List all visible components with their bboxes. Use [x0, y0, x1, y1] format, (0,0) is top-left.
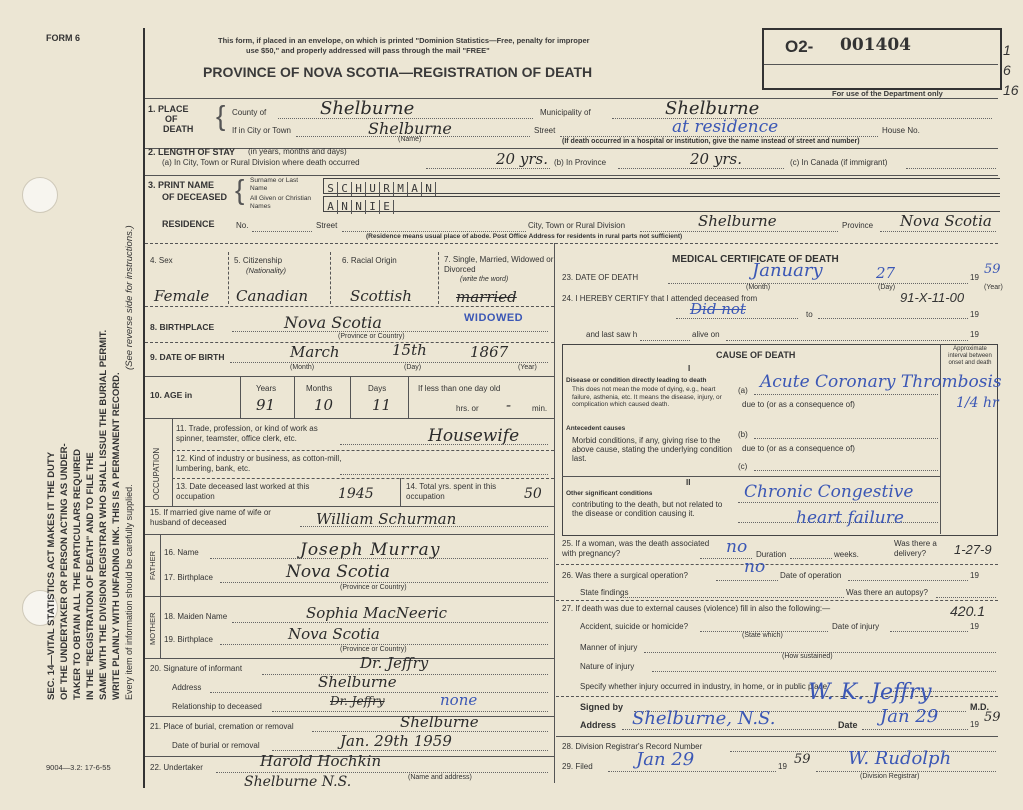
- widowed-stamp: WIDOWED: [464, 312, 524, 324]
- death-registration-form: FORM 6 SEC. 14—VITAL STATISTICS ACT MAKES IT THE DUTY OF THE UNDERTAKER OR PERSON ACTING AS UNDER- TAKER TO OBTAIN ALL THE PARTICULARS REQUIRED IN THE "REGISTRATION OF DEATH" AND TO FILE THE SAME WITH THE DIVISION REGISTRAR WHO SHALL ISSUE THE BURIAL PERMIT. WRITE PLAINLY WITH UNFADING INK. THIS IS A PERMANENT RECORD. (See reverse side for instructions.) Every item of information should be carefully supplied. 9004—3.2: 17-6-55 This form, if placed in an envelope, on which is printed "Dominion Statistics—Free, penalty for improper use $50," and properly addressed will pass through the mail "FREE" PROVINCE OF NOVA SCOTIA—REGISTRATION OF DEATH O2- 001404 For use of the Department only 1. PLACE OF DEATH { County of Shelburne Municipality of Shelburne If in City or Town Shelburne (Name) Street at residence House No. (If death occurred in a hospital or institution, give the name instead of street and number) 2. LENGTH OF STAY (in years, months and days) (a) In City, Town or Rural Division where death occurred 20 yrs. (b) In Province 20 yrs. (c) In Canada (if immigrant) 3. PRINT NAME OF DECEASED { Surname or Last Name All Given or Christian Names S C H U R M A N A N N I E RESIDENCE No. Street City, Town or Rural Division Shelburne Province Nova Scotia (Residence means usual place of abode. Post Office Address for residents in rural parts not sufficient) 4. Sex 5. Citizenship (Nationality) 6. Racial Origin 7. Single, Married, Widowed or Divorced (write the word) Female Canadian Scottish married WIDOWED 8. BIRTHPLACE Nova Scotia (Province or Country) 9. DATE OF BIRTH March 15th 1867 (Month) (Day) (Year) 10. AGE in Years Months Days If less than one day old 91 10 11 hrs. or - min. OCCUPATION 11. Trade, profession, or kind of work as spinner, teamster, office clerk, etc. Housewife 12. Kind of industry or business, as cotton-mill, lumbering, bank, etc. 13. Date deceased last worked at this occupation 1945 14. Total yrs. spent in this occupation 50 15. If married give name of wife or husband of deceased William Schurman FATHER 16. Name Joseph Murray 17. Birthplace Nova Scotia (Province or Country) MOTHER 18. Maiden Name Sophia MacNeeric 19. Birthplace Nova Scotia (Province or Country) 20. Signature of informant Dr. Jeffry Address Shelburne Relationship to deceased Dr. Jeffry none 21. Place of burial, cremation or removal Shelburne Date of burial or removal Jan. 29th 1959 22. Undertaker Harold Hochkin (Name and address) Shelburne N.S. MEDICAL CERTIFICATE OF DEATH 23. DATE OF DEATH January 27 19 59 (Month) (Day) (Year) 24. I HEREBY CERTIFY that I attended deceased from Did not to 19 91-X-11-00 and last saw h alive on 19 CAUSE OF DEATH Approximate interval between onset and death I Disease or condition directly leading to death This does not mean the mode of dying, e.g., heart failure, asthenia, etc. It means the disease, injury, or complication which caused death. (a) Acute Coronary Thrombosis 1/4 hr due to (or as a consequence of) Antecedent causes Morbid conditions, if any, giving rise to the above cause, stating the underlying condition last. (b) due to (or as a consequence of) (c) II Other significant conditions contributing to the death, but not related to the disease or condition causing it. Chronic Congestive heart failure 25. If a woman, was the death associated with pregnancy? no Duration weeks. Was there a delivery? 1-27-9 26. Was there a surgical operation? no Date of operation 19 State findings Was there an autopsy? 27. If death was due to external causes (violence) fill in also the following:— 420.1 Accident, suicide or homicide? (State which) Date of injury 19 Manner of injury (How sustained) Nature of injury Specify whether injury occurred in industry, in home, or in public place Signed by W. K. Jeffry M.D. Address Shelburne, N.S. Date Jan 29 19 59 28. Division Registrar's Record Number 29. Filed Jan 29 19 59 W. Rudolph (Division Registrar) 1 6 16: [0, 0, 1023, 810]
- cause-a-value: Acute Coronary Thrombosis: [760, 372, 1002, 392]
- stay-province-value: 20 yrs.: [690, 150, 742, 168]
- mother-birthplace-value: Nova Scotia: [288, 625, 380, 643]
- res-city-value: Shelburne: [698, 212, 777, 230]
- burial-date-value: Jan. 29th 1959: [340, 732, 452, 750]
- filed-value: Jan 29: [636, 749, 695, 770]
- county-value: Shelburne: [320, 98, 415, 119]
- municipality-value: Shelburne: [665, 98, 760, 119]
- form-title: PROVINCE OF NOVA SCOTIA—REGISTRATION OF DEATH: [203, 64, 593, 80]
- side-text-line1: SEC. 14—VITAL STATISTICS ACT MAKES IT THE DUTY: [46, 451, 57, 700]
- registrar-signature: W. Rudolph: [848, 748, 952, 769]
- racial-value: Scottish: [350, 287, 412, 305]
- maiden-value: Sophia MacNeeric: [306, 604, 448, 622]
- sig-date-value: Jan 29: [880, 706, 939, 727]
- signed-by-value: W. K. Jeffry: [808, 680, 932, 705]
- side-text-line4: IN THE "REGISTRATION OF DEATH" AND TO FILE THE: [85, 452, 96, 700]
- other-condition-1: Chronic Congestive: [744, 482, 914, 502]
- father-name-value: Joseph Murray: [300, 540, 441, 560]
- side-text-line6: WRITE PLAINLY WITH UNFADING INK. THIS IS A PERMANENT RECORD.: [111, 372, 122, 700]
- attended-from-value: Did not: [690, 300, 746, 318]
- citizenship-value: Canadian: [236, 287, 309, 305]
- dob-month-value: March: [290, 343, 340, 361]
- age-months-value: 10: [314, 396, 334, 414]
- surname-boxes: S C H U R M A N: [323, 178, 1000, 194]
- death-month-value: January: [752, 260, 823, 281]
- undertaker-value: Harold Hochkin: [260, 752, 382, 770]
- footer-code: 9004—3.2: 17-6-55: [46, 763, 111, 772]
- margin-rule: [143, 28, 145, 788]
- envelope-note-1: This form, if placed in an envelope, on which is printed "Dominion Statistics—Free, penalty for improper: [218, 36, 590, 45]
- interval-a-value: 1/4 hr: [956, 395, 999, 411]
- last-worked-value: 1945: [338, 486, 374, 502]
- center-divider: [554, 243, 555, 783]
- res-province-value: Nova Scotia: [900, 212, 992, 230]
- side-text-line7: (See reverse side for instructions.): [124, 225, 135, 370]
- side-text-line2: OF THE UNDERTAKER OR PERSON ACTING AS UNDER-: [59, 443, 70, 700]
- undertaker-address-value: Shelburne N.S.: [244, 774, 352, 790]
- punch-hole-top: [22, 177, 58, 213]
- q25-value: no: [726, 537, 748, 557]
- street-value: at residence: [672, 117, 779, 137]
- age-years-value: 91: [256, 396, 276, 414]
- place-label: 1. PLACE: [148, 104, 189, 114]
- q26-value: no: [744, 557, 766, 577]
- other-condition-2: heart failure: [796, 508, 904, 528]
- side-text-line5: SAME WITH THE DIVISION REGISTRAR WHO SHALL ISSUE THE BURIAL PERMIT.: [98, 329, 109, 700]
- envelope-note-2: use $50," and properly addressed will pass through the mail "FREE": [246, 46, 490, 55]
- trade-value: Housewife: [428, 426, 520, 446]
- reg-number: 001404: [840, 35, 911, 55]
- death-day-value: 27: [876, 264, 896, 282]
- relationship-value: none: [440, 691, 478, 709]
- form-id: FORM 6: [46, 33, 81, 43]
- given-boxes: A N N I E: [323, 196, 1000, 212]
- death-year-value: 59: [984, 262, 1001, 277]
- reg-prefix: O2-: [785, 37, 814, 56]
- informant-address-value: Shelburne: [318, 673, 397, 691]
- sex-value: Female: [154, 287, 210, 305]
- total-yrs-value: 50: [524, 486, 542, 502]
- age-days-value: 11: [372, 396, 392, 414]
- city-value: Shelburne: [368, 119, 452, 138]
- dept-only: For use of the Department only: [832, 89, 943, 98]
- birthplace-value: Nova Scotia: [284, 313, 382, 332]
- father-birthplace-value: Nova Scotia: [286, 562, 391, 582]
- margin-note-1: 91-X-11-00: [900, 290, 965, 305]
- dob-year-value: 1867: [470, 343, 509, 361]
- side-text-line8: Every item of information should be carefully supplied.: [124, 484, 134, 700]
- marital-value: married: [456, 288, 517, 306]
- reg-divider: [764, 64, 998, 65]
- margin-note-2: 1-27-9: [954, 542, 992, 557]
- spouse-value: William Schurman: [316, 510, 457, 528]
- sig-address-value: Shelburne, N.S.: [632, 708, 776, 729]
- stay-city-value: 20 yrs.: [496, 150, 548, 168]
- margin-note-3: 420.1: [950, 603, 986, 619]
- dob-day-value: 15th: [392, 341, 427, 359]
- informant-value: Dr. Jeffry: [360, 654, 429, 672]
- side-text-line3: TAKER TO OBTAIN ALL THE PARTICULARS REQUIRED: [72, 448, 83, 700]
- burial-place-value: Shelburne: [400, 713, 479, 731]
